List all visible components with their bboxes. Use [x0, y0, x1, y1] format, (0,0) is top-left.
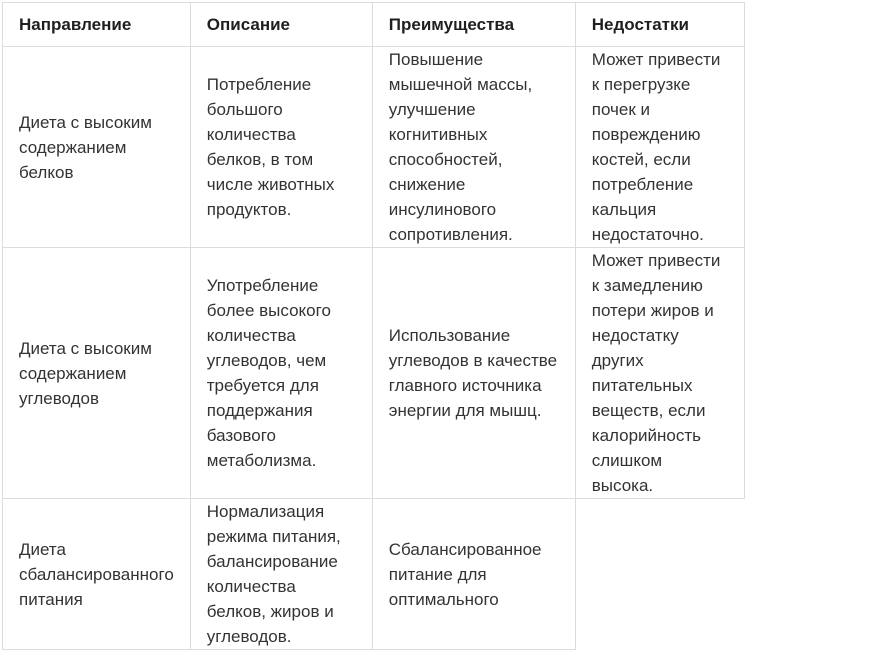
- header-disadvantages: Недостатки: [575, 3, 744, 47]
- cell-direction: Диета сбалансированного питания: [3, 499, 191, 650]
- cell-disadvantages: Может привести к перегрузке почек и повреждению костей, если потребление кальция недостаточно.: [575, 47, 744, 248]
- table-row: [3, 248, 745, 499]
- cell-advantages: Сбалансированное питание для оптимального: [372, 499, 575, 650]
- diet-comparison-table: [2, 2, 745, 650]
- cell-direction: Диета с высоким содержанием белков: [3, 47, 191, 248]
- cell-description: Потребление большого количества белков, в том числе животных продуктов.: [190, 47, 372, 248]
- header-advantages: Преимущества: [372, 3, 575, 47]
- cell-disadvantages: Может привести к замедлению потери жиров и недостатку других питательных веществ, если калорийность слишком высока.: [575, 248, 744, 499]
- cell-advantages: Повышение мышечной массы, улучшение когнитивных способностей, снижение инсулинового сопротивления.: [372, 47, 575, 248]
- table-body: [3, 47, 745, 650]
- header-row: [3, 3, 745, 47]
- table-row: [3, 47, 745, 248]
- cell-advantages: Использование углеводов в качестве главного источника энергии для мышц.: [372, 248, 575, 499]
- table-header: [3, 3, 745, 47]
- header-description: Описание: [190, 3, 372, 47]
- table-row: [3, 499, 745, 650]
- cell-description: Нормализация режима питания, балансирование количества белков, жиров и углеводов.: [190, 499, 372, 650]
- cell-description: Употребление более высокого количества углеводов, чем требуется для поддержания базового метаболизма.: [190, 248, 372, 499]
- cell-direction: Диета с высоким содержанием углеводов: [3, 248, 191, 499]
- cell-disadvantages-empty: [575, 499, 744, 650]
- header-direction: Направление: [3, 3, 191, 47]
